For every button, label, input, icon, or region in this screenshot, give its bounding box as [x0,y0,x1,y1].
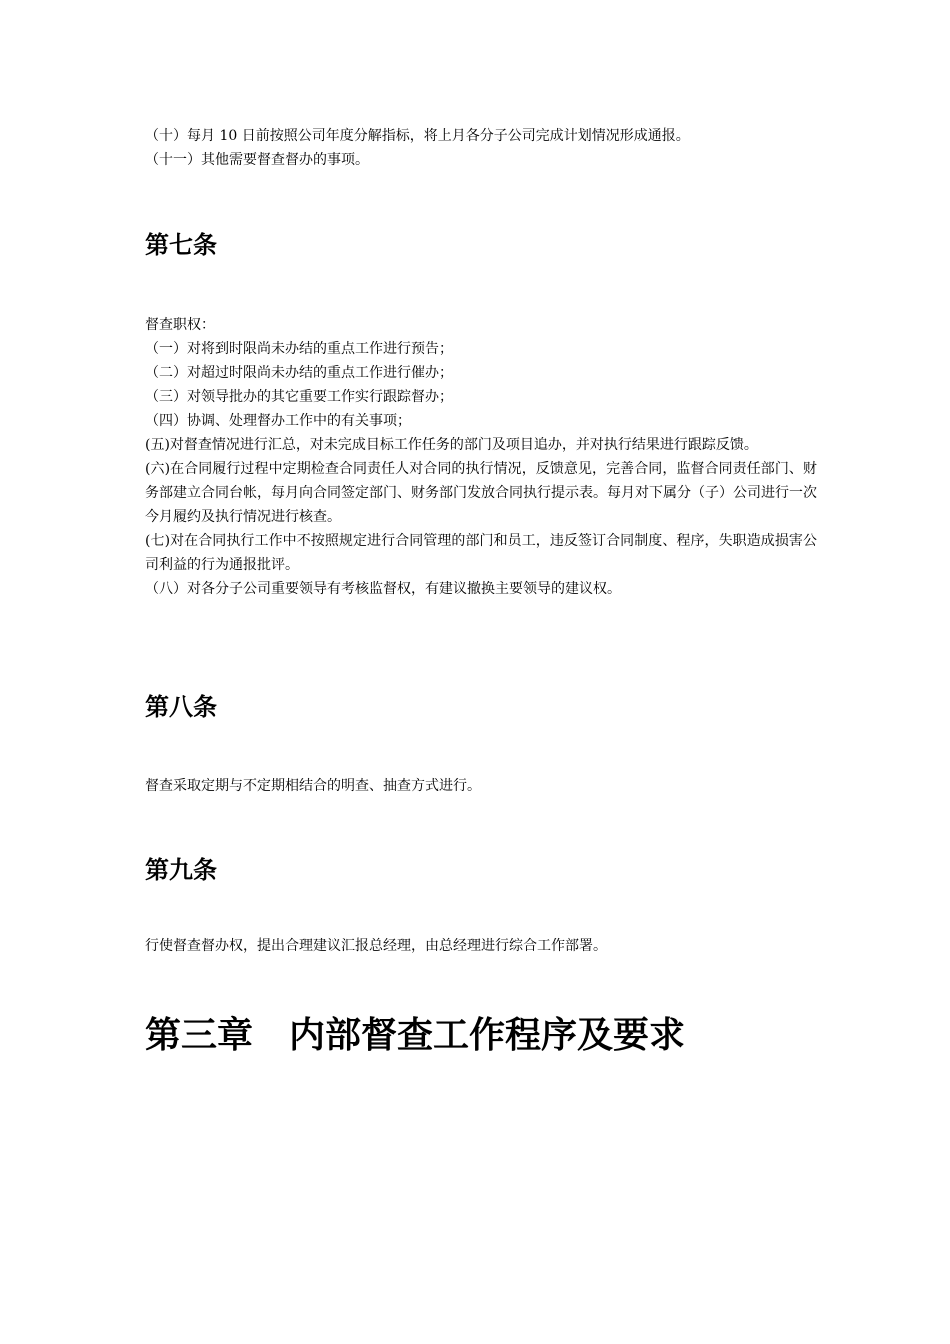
intro-line-10: （十）每月 10 日前按照公司年度分解指标，将上月各分子公司完成计划情况形成通报。 [145,128,690,144]
article-7-line-3: （三）对领导批办的其它重要工作实行跟踪督办； [145,389,453,405]
article-8-body [145,774,817,798]
article-7-line-2: （二）对超过时限尚未办结的重点工作进行催办； [145,365,453,381]
article-7-line-4: （四）协调、处理督办工作中的有关事项； [145,413,411,429]
article-7-line-8: （八）对各分子公司重要领导有考核监督权，有建议撤换主要领导的建议权。 [145,581,621,597]
article-8-text: 督查采取定期与不定期相结合的明查、抽查方式进行。 [145,778,481,794]
article-9-title: 第九条 [145,855,217,884]
article-8-heading [145,692,817,722]
article-7-line-intro: 督查职权： [145,317,215,333]
article-7-para-7: (七)对在合同执行工作中不按照规定进行合同管理的部门和员工，违反签订合同制度、程序，失职造成损害公司利益的行为通报批评。 [145,533,817,573]
article-9-body [145,934,817,958]
chapter-3-heading [145,1013,845,1057]
article-9-text: 行使督查督办权，提出合理建议汇报总经理，由总经理进行综合工作部署。 [145,938,607,954]
article-8-title: 第八条 [145,692,217,721]
intro-section [145,124,817,172]
article-7-para-5: (五)对督查情况进行汇总，对未完成目标工作任务的部门及项目追办，并对执行结果进行跟踪反馈。 [145,437,758,453]
article-7-body [145,313,817,601]
article-7-line-1: （一）对将到时限尚未办结的重点工作进行预告； [145,341,453,357]
intro-line-11: （十一）其他需要督查督办的事项。 [145,152,369,168]
article-9-heading [145,855,817,885]
article-7-heading [145,230,817,260]
chapter-3-title: 第三章 内部督查工作程序及要求 [145,1014,686,1056]
article-7-title: 第七条 [145,230,217,259]
article-7-para-6: (六)在合同履行过程中定期检查合同责任人对合同的执行情况，反馈意见，完善合同，监督合同责任部门、财务部建立合同台帐，每月向合同签定部门、财务部门发放合同执行提示表。每月对下属分（子）公司进行一次今月履约及执行情况进行核查。 [145,461,817,525]
